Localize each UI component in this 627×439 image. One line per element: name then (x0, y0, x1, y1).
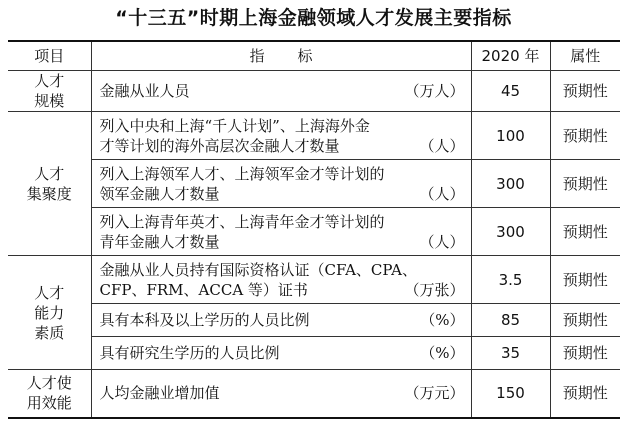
indicator-unit: （人） (419, 136, 465, 155)
attribute-cell: 预期性 (550, 160, 620, 208)
value-cell: 3.5 (471, 256, 550, 304)
category-label: 人才 能力 素质 (34, 283, 65, 342)
indicator-text: 人均金融业增加值 (99, 384, 220, 403)
table-row (8, 208, 620, 256)
value-cell: 100 (471, 112, 550, 160)
value-cell: 35 (471, 337, 550, 370)
indicator-cell (91, 160, 471, 208)
header-year: 2020 年 (471, 41, 550, 71)
attribute-cell: 预期性 (550, 71, 620, 112)
indicator-cell (91, 337, 471, 370)
indicator-cell (91, 112, 471, 160)
attribute-cell: 预期性 (550, 304, 620, 337)
category-cell (8, 112, 91, 256)
category-cell (8, 370, 91, 418)
category-label: 人才使 用效能 (26, 374, 72, 413)
attribute-cell: 预期性 (550, 208, 620, 256)
attribute-cell: 预期性 (550, 112, 620, 160)
indicator-text-line2: 领军金融人才数量 (99, 184, 220, 203)
value-cell: 150 (471, 370, 550, 418)
indicator-unit: （万张） (404, 280, 465, 299)
indicator-text-line2: CFP、FRM、ACCA 等）证书 (99, 280, 308, 299)
attribute-cell: 预期性 (550, 256, 620, 304)
indicator-cell (91, 71, 471, 112)
category-cell (8, 71, 91, 112)
table-row (8, 112, 620, 160)
indicator-text-line1: 金融从业人员持有国际资格认证（CFA、CPA、 (99, 260, 417, 279)
indicator-cell (91, 256, 471, 304)
table-row (8, 304, 620, 337)
category-label: 人才 集聚度 (26, 164, 72, 203)
category-label: 人才 规模 (34, 72, 65, 110)
indicator-unit: （人） (419, 184, 465, 203)
header-indicator: 指标 (91, 41, 471, 71)
indicator-unit: （万元） (404, 384, 465, 403)
table-row (8, 337, 620, 370)
value-cell: 45 (471, 71, 550, 112)
table-row (8, 160, 620, 208)
table-row (8, 71, 620, 112)
header-attribute: 属性 (550, 41, 620, 71)
indicator-unit: （万人） (404, 82, 465, 100)
indicator-text: 具有研究生学历的人员比例 (99, 344, 280, 362)
page-title: “十三五”时期上海金融领域人才发展主要指标 (115, 7, 512, 29)
table-row (8, 370, 620, 418)
indicator-unit: （人） (419, 232, 465, 251)
indicator-unit: （%） (420, 344, 465, 362)
indicator-cell (91, 208, 471, 256)
table-row (8, 256, 620, 304)
indicator-text-line1: 列入中央和上海“千人计划”、上海海外金 (99, 116, 370, 135)
table-header-row (8, 41, 620, 71)
header-item: 项目 (8, 41, 91, 71)
value-cell: 300 (471, 160, 550, 208)
category-cell (8, 256, 91, 370)
value-cell: 85 (471, 304, 550, 337)
indicator-cell (91, 304, 471, 337)
indicator-text-line1: 列入上海领军人才、上海领军金才等计划的 (99, 164, 385, 183)
indicator-table (8, 40, 620, 419)
attribute-cell: 预期性 (550, 337, 620, 370)
indicator-cell (91, 370, 471, 418)
indicator-text-line1: 列入上海青年英才、上海青年金才等计划的 (99, 212, 385, 231)
indicator-text: 金融从业人员 (99, 82, 190, 100)
value-cell: 300 (471, 208, 550, 256)
attribute-cell: 预期性 (550, 370, 620, 418)
indicator-text: 具有本科及以上学历的人员比例 (99, 311, 310, 329)
indicator-text-line2: 青年金融人才数量 (99, 232, 220, 251)
indicator-text-line2: 才等计划的海外高层次金融人才数量 (99, 136, 340, 155)
indicator-unit: （%） (420, 311, 465, 329)
